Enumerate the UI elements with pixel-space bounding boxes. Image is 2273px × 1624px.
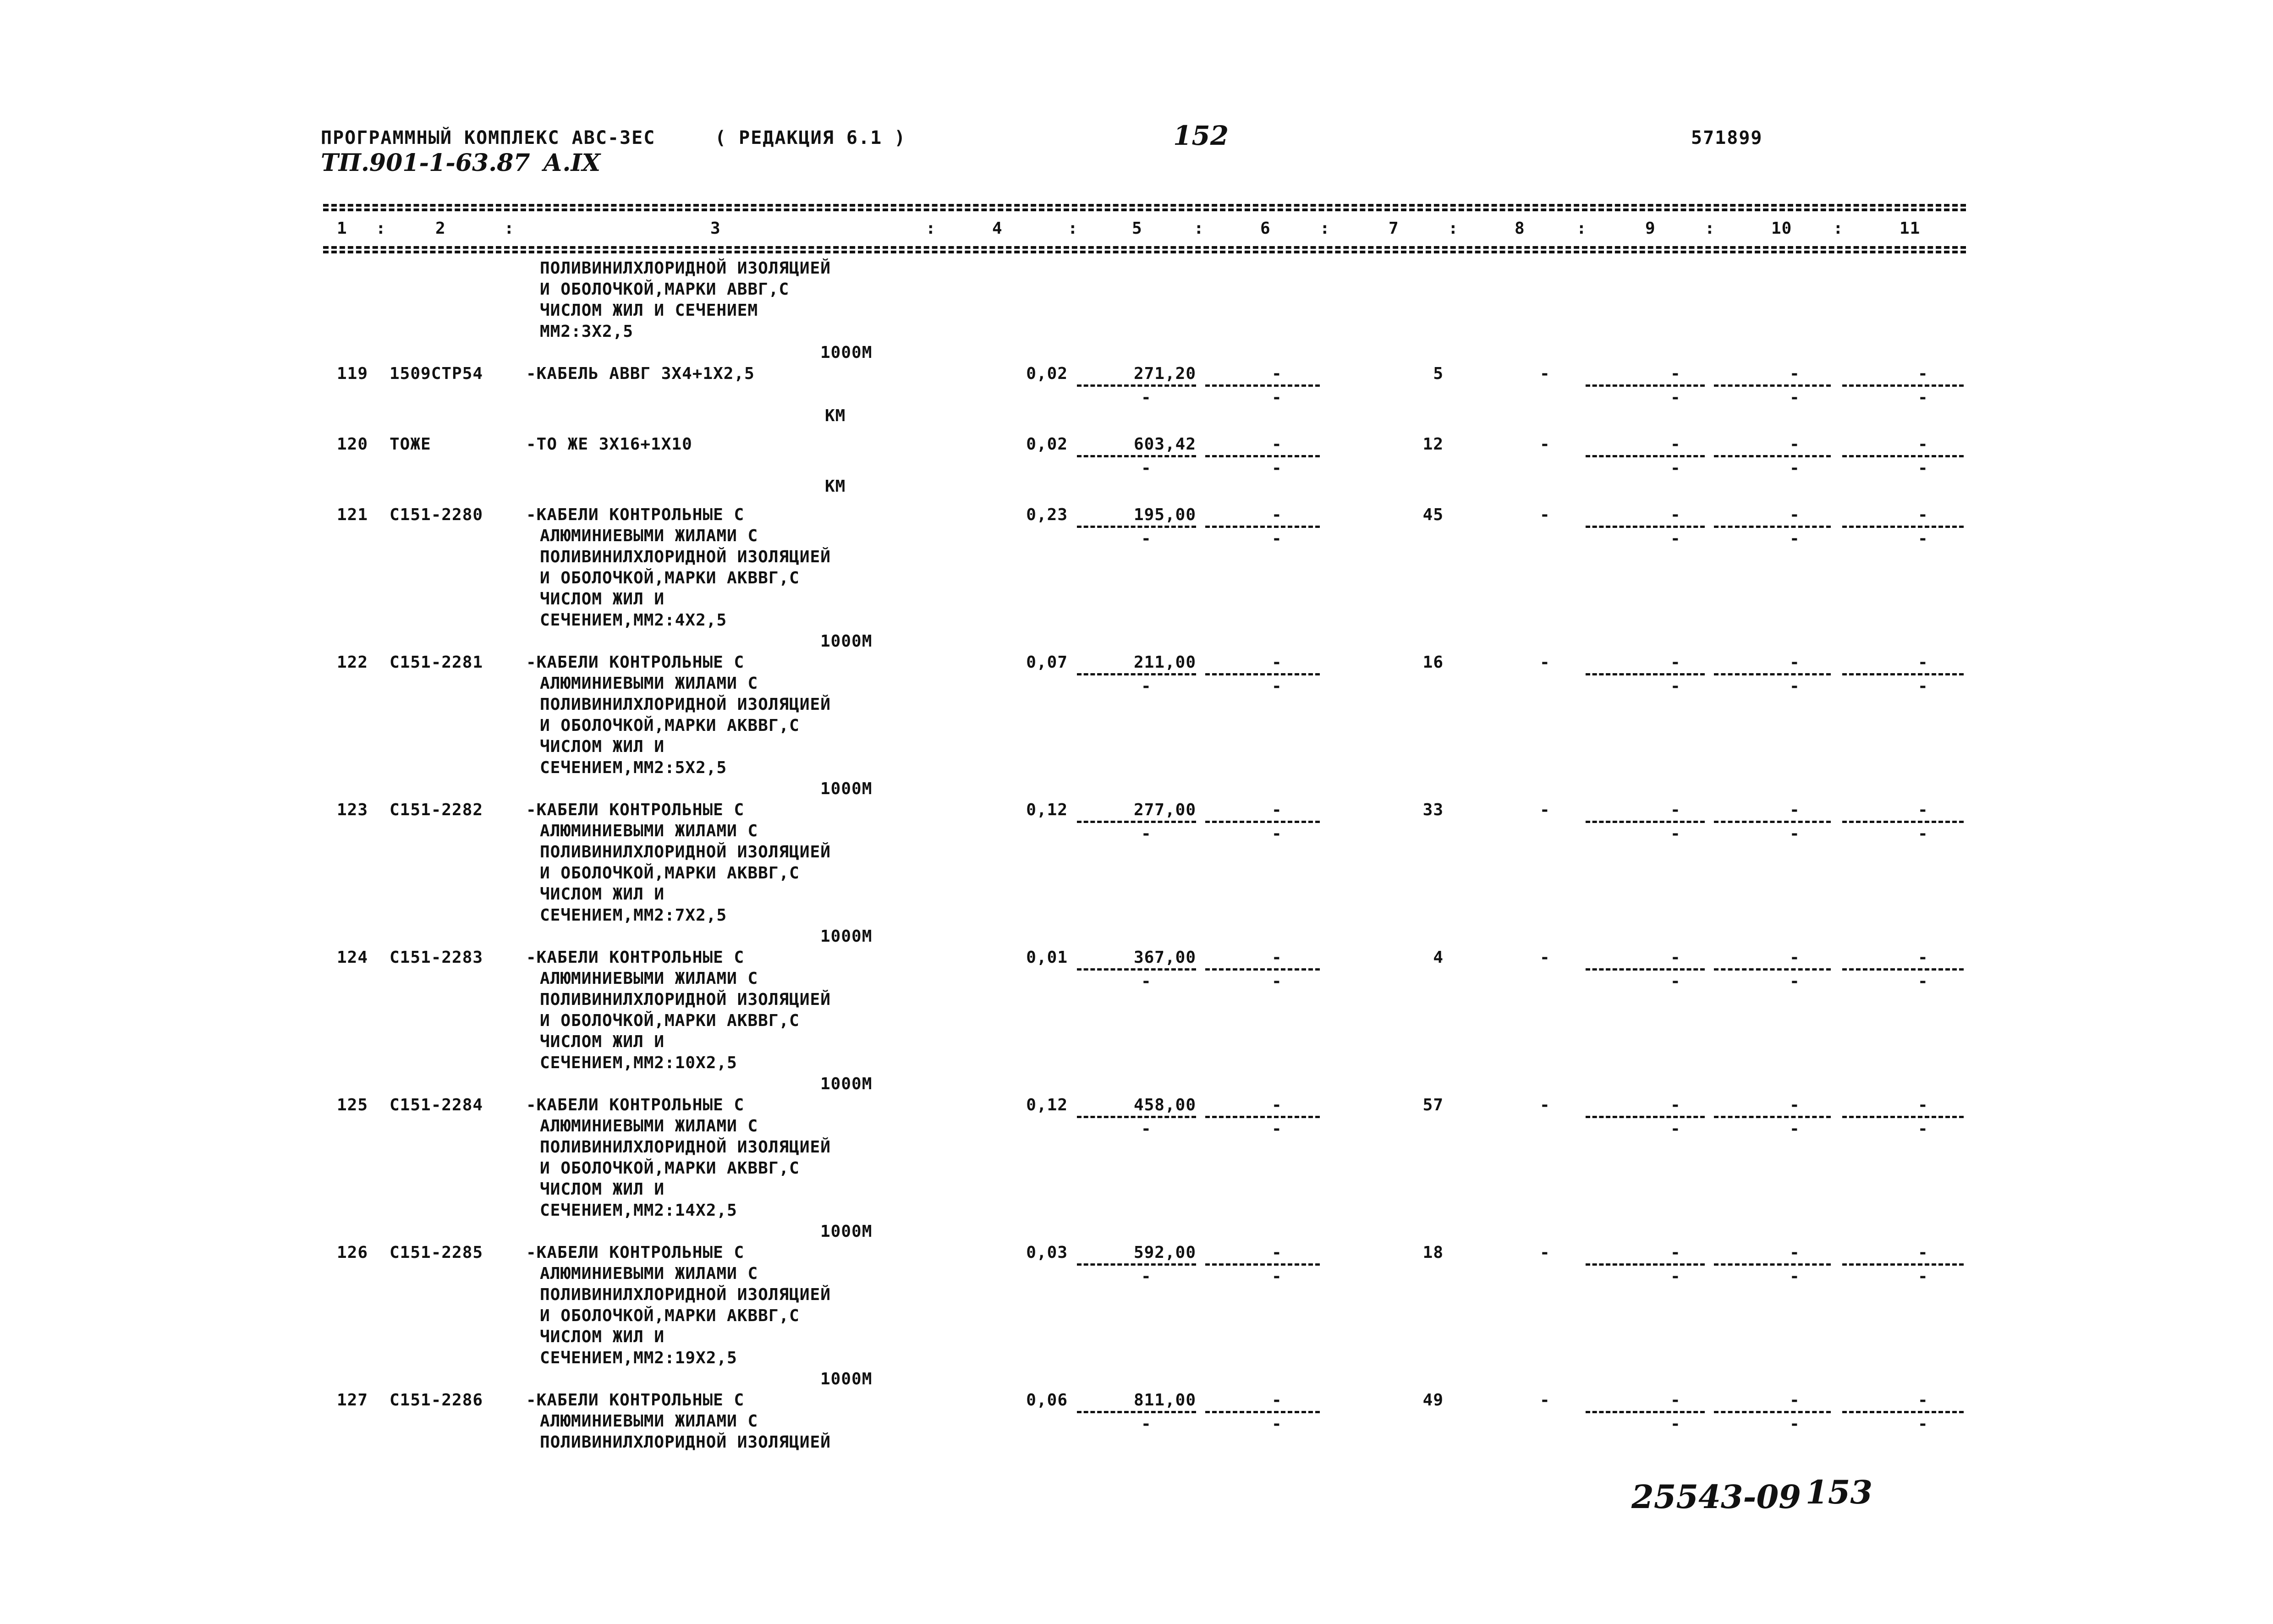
cell-subvalue-dash: - xyxy=(1272,1267,1282,1286)
description-line: -КАБЕЛИ КОНТРОЛЬНЫЕ С xyxy=(526,653,745,672)
cell-subvalue-dash: - xyxy=(1918,824,1928,843)
header-bottom-rule xyxy=(323,246,1966,249)
cell-subvalue-dash: - xyxy=(1918,1119,1928,1138)
cell-subvalue-dash: - xyxy=(1141,388,1152,407)
cell-subvalue-dash: - xyxy=(1141,1267,1152,1286)
cell-col5: 271,20 xyxy=(1133,364,1196,383)
description-line: ПОЛИВИНИЛХЛОРИДНОЙ ИЗОЛЯЦИЕЙ xyxy=(540,990,831,1009)
cell-col4: 0,01 xyxy=(1026,948,1068,967)
table-top-rule-2 xyxy=(323,208,1966,211)
cell-subvalue-dash: - xyxy=(1790,1267,1800,1286)
column-separator: : xyxy=(1448,219,1459,238)
cell-col8: - xyxy=(1540,505,1550,524)
cell-col8: - xyxy=(1540,801,1550,819)
cell-col11: - xyxy=(1918,948,1928,967)
cell-underline xyxy=(1205,821,1320,823)
cell-col7: 16 xyxy=(1422,653,1444,672)
description-line: АЛЮМИНИЕВЫМИ ЖИЛАМИ С xyxy=(540,822,758,840)
column-header-1: 1 xyxy=(337,219,347,238)
cell-col5: 277,00 xyxy=(1133,801,1196,819)
unit-label: 1000М xyxy=(820,1075,873,1093)
cell-subvalue-dash: - xyxy=(1670,824,1681,843)
description-line: ЧИСЛОМ ЖИЛ И xyxy=(540,1328,665,1346)
row-code: С151-2283 xyxy=(390,948,483,967)
cell-underline xyxy=(1077,673,1196,675)
description-line: СЕЧЕНИЕМ,ММ2:14Х2,5 xyxy=(540,1201,737,1220)
cell-subvalue-dash: - xyxy=(1141,824,1152,843)
description-line: СЕЧЕНИЕМ,ММ2:7Х2,5 xyxy=(540,906,727,925)
cell-col11: - xyxy=(1918,801,1928,819)
cell-col6: - xyxy=(1272,948,1282,967)
column-header-3: 3 xyxy=(710,219,721,238)
cell-subvalue-dash: - xyxy=(1272,529,1282,548)
description-line: ПОЛИВИНИЛХЛОРИДНОЙ ИЗОЛЯЦИЕЙ xyxy=(540,843,831,861)
cell-subvalue-dash: - xyxy=(1918,1415,1928,1433)
page-number-handwritten: 152 xyxy=(1173,120,1229,151)
cell-underline xyxy=(1714,1116,1831,1118)
cell-col5: 592,00 xyxy=(1133,1243,1196,1262)
cell-col5: 603,42 xyxy=(1133,435,1196,454)
cell-subvalue-dash: - xyxy=(1918,677,1928,696)
column-header-10: 10 xyxy=(1771,219,1792,238)
cell-subvalue-dash: - xyxy=(1272,459,1282,477)
cell-underline xyxy=(1714,1263,1831,1266)
description-line: И ОБОЛОЧКОЙ,МАРКИ АВВГ,С xyxy=(540,280,790,299)
cell-col9: - xyxy=(1670,1391,1681,1410)
cell-subvalue-dash: - xyxy=(1670,972,1681,991)
cell-underline xyxy=(1586,1116,1705,1118)
cell-col4: 0,12 xyxy=(1026,801,1068,819)
cell-underline xyxy=(1077,384,1196,387)
cell-subvalue-dash: - xyxy=(1141,529,1152,548)
description-line: ПОЛИВИНИЛХЛОРИДНОЙ ИЗОЛЯЦИЕЙ xyxy=(540,1138,831,1157)
description-line: ПОЛИВИНИЛХЛОРИДНОЙ ИЗОЛЯЦИЕЙ xyxy=(540,259,831,278)
row-code: ТОЖЕ xyxy=(390,435,431,454)
cell-underline xyxy=(1077,1116,1196,1118)
cell-underline xyxy=(1842,673,1964,675)
description-line: АЛЮМИНИЕВЫМИ ЖИЛАМИ С xyxy=(540,1117,758,1136)
unit-label: 1000М xyxy=(820,1370,873,1388)
unit-label: 1000М xyxy=(820,779,873,798)
description-line: И ОБОЛОЧКОЙ,МАРКИ АКВВГ,С xyxy=(540,1159,800,1178)
cell-col6: - xyxy=(1272,505,1282,524)
description-line: АЛЮМИНИЕВЫМИ ЖИЛАМИ С xyxy=(540,969,758,988)
description-line: И ОБОЛОЧКОЙ,МАРКИ АКВВГ,С xyxy=(540,716,800,735)
row-number: 119 xyxy=(337,364,368,383)
cell-underline xyxy=(1842,455,1964,457)
cell-subvalue-dash: - xyxy=(1670,529,1681,548)
cell-col6: - xyxy=(1272,1243,1282,1262)
description-line: ЧИСЛОМ ЖИЛ И xyxy=(540,737,665,756)
description-line: И ОБОЛОЧКОЙ,МАРКИ АКВВГ,С xyxy=(540,1011,800,1030)
description-line: ПОЛИВИНИЛХЛОРИДНОЙ ИЗОЛЯЦИЕЙ xyxy=(540,548,831,566)
cell-underline xyxy=(1586,821,1705,823)
cell-subvalue-dash: - xyxy=(1141,1119,1152,1138)
cell-col4: 0,07 xyxy=(1026,653,1068,672)
cell-subvalue-dash: - xyxy=(1272,388,1282,407)
cell-col4: 0,12 xyxy=(1026,1096,1068,1114)
description-line: И ОБОЛОЧКОЙ,МАРКИ АКВВГ,С xyxy=(540,1306,800,1325)
column-header-8: 8 xyxy=(1515,219,1525,238)
cell-subvalue-dash: - xyxy=(1141,677,1152,696)
cell-underline xyxy=(1205,1116,1320,1118)
cell-subvalue-dash: - xyxy=(1272,1119,1282,1138)
description-line: ЧИСЛОМ ЖИЛ И xyxy=(540,1180,665,1199)
column-header-11: 11 xyxy=(1900,219,1921,238)
cell-subvalue-dash: - xyxy=(1141,972,1152,991)
cell-underline xyxy=(1586,673,1705,675)
cell-underline xyxy=(1842,384,1964,387)
description-line: СЕЧЕНИЕМ,ММ2:4Х2,5 xyxy=(540,611,727,630)
cell-subvalue-dash: - xyxy=(1670,1267,1681,1286)
cell-subvalue-dash: - xyxy=(1918,529,1928,548)
cell-col5: 195,00 xyxy=(1133,505,1196,524)
cell-col11: - xyxy=(1918,435,1928,454)
cell-underline xyxy=(1714,384,1831,387)
column-header-4: 4 xyxy=(992,219,1003,238)
cell-subvalue-dash: - xyxy=(1141,459,1152,477)
document-number: 571899 xyxy=(1691,127,1763,148)
description-line: СЕЧЕНИЕМ,ММ2:5Х2,5 xyxy=(540,758,727,777)
cell-underline xyxy=(1205,384,1320,387)
cell-col9: - xyxy=(1670,364,1681,383)
description-line: ПОЛИВИНИЛХЛОРИДНОЙ ИЗОЛЯЦИЕЙ xyxy=(540,695,831,714)
cell-subvalue-dash: - xyxy=(1790,388,1800,407)
cell-col5: 811,00 xyxy=(1133,1391,1196,1410)
cell-col6: - xyxy=(1272,364,1282,383)
cell-subvalue-dash: - xyxy=(1670,459,1681,477)
column-header-7: 7 xyxy=(1389,219,1399,238)
cell-col11: - xyxy=(1918,653,1928,672)
unit-label: КМ xyxy=(825,406,846,425)
cell-col6: - xyxy=(1272,435,1282,454)
row-number: 124 xyxy=(337,948,368,967)
cell-col6: - xyxy=(1272,1391,1282,1410)
cell-underline xyxy=(1586,455,1705,457)
cell-subvalue-dash: - xyxy=(1272,677,1282,696)
cell-underline xyxy=(1714,526,1831,528)
row-code: С151-2284 xyxy=(390,1096,483,1114)
description-line: ЧИСЛОМ ЖИЛ И xyxy=(540,885,665,904)
cell-underline xyxy=(1077,1263,1196,1266)
description-line: ЧИСЛОМ ЖИЛ И СЕЧЕНИЕМ xyxy=(540,301,758,320)
column-separator: : xyxy=(1705,219,1715,238)
column-separator: : xyxy=(504,219,515,238)
cell-underline xyxy=(1077,821,1196,823)
cell-subvalue-dash: - xyxy=(1790,1415,1800,1433)
row-code: 1509СТР54 xyxy=(390,364,483,383)
header-bottom-rule-2 xyxy=(323,251,1966,253)
description-line: ПОЛИВИНИЛХЛОРИДНОЙ ИЗОЛЯЦИЕЙ xyxy=(540,1285,831,1304)
cell-col10: - xyxy=(1790,948,1800,967)
cell-subvalue-dash: - xyxy=(1670,388,1681,407)
cell-underline xyxy=(1714,455,1831,457)
cell-col7: 4 xyxy=(1433,948,1444,967)
cell-subvalue-dash: - xyxy=(1272,1415,1282,1433)
cell-col7: 12 xyxy=(1422,435,1444,454)
cell-col10: - xyxy=(1790,1391,1800,1410)
unit-label: КМ xyxy=(825,477,846,496)
cell-underline xyxy=(1842,1263,1964,1266)
description-line: -КАБЕЛИ КОНТРОЛЬНЫЕ С xyxy=(526,1096,745,1114)
cell-col8: - xyxy=(1540,653,1550,672)
description-line: ЧИСЛОМ ЖИЛ И xyxy=(540,590,665,609)
cell-underline xyxy=(1714,821,1831,823)
cell-subvalue-dash: - xyxy=(1790,459,1800,477)
row-number: 121 xyxy=(337,505,368,524)
cell-subvalue-dash: - xyxy=(1790,824,1800,843)
description-line: -КАБЕЛЬ АВВГ 3Х4+1Х2,5 xyxy=(526,364,755,383)
description-line: ПОЛИВИНИЛХЛОРИДНОЙ ИЗОЛЯЦИЕЙ xyxy=(540,1433,831,1452)
column-separator: : xyxy=(1320,219,1330,238)
cell-subvalue-dash: - xyxy=(1272,824,1282,843)
cell-col9: - xyxy=(1670,1096,1681,1114)
description-line: И ОБОЛОЧКОЙ,МАРКИ АКВВГ,С xyxy=(540,864,800,883)
cell-underline xyxy=(1586,384,1705,387)
column-separator: : xyxy=(926,219,936,238)
description-line: -ТО ЖЕ 3Х16+1Х10 xyxy=(526,435,692,454)
cell-col7: 57 xyxy=(1422,1096,1444,1114)
cell-underline xyxy=(1586,1263,1705,1266)
column-separator: : xyxy=(376,219,386,238)
unit-label: 1000М xyxy=(820,1222,873,1241)
cell-underline xyxy=(1586,526,1705,528)
cell-col7: 45 xyxy=(1422,505,1444,524)
description-line: -КАБЕЛИ КОНТРОЛЬНЫЕ С xyxy=(526,948,745,967)
cell-col9: - xyxy=(1670,435,1681,454)
description-line: -КАБЕЛИ КОНТРОЛЬНЫЕ С xyxy=(526,505,745,524)
cell-col10: - xyxy=(1790,1096,1800,1114)
cell-col9: - xyxy=(1670,505,1681,524)
cell-underline xyxy=(1205,526,1320,528)
cell-col9: - xyxy=(1670,653,1681,672)
cell-subvalue-dash: - xyxy=(1790,529,1800,548)
row-number: 120 xyxy=(337,435,368,454)
cell-col11: - xyxy=(1918,1391,1928,1410)
cell-col6: - xyxy=(1272,1096,1282,1114)
cell-col5: 211,00 xyxy=(1133,653,1196,672)
cell-col11: - xyxy=(1918,1096,1928,1114)
cell-col7: 49 xyxy=(1422,1391,1444,1410)
description-line: ЧИСЛОМ ЖИЛ И xyxy=(540,1032,665,1051)
cell-underline xyxy=(1077,526,1196,528)
cell-col7: 5 xyxy=(1433,364,1444,383)
description-line: -КАБЕЛИ КОНТРОЛЬНЫЕ С xyxy=(526,801,745,819)
description-line: СЕЧЕНИЕМ,ММ2:19Х2,5 xyxy=(540,1349,737,1367)
cell-underline xyxy=(1842,1411,1964,1413)
cell-col5: 367,00 xyxy=(1133,948,1196,967)
unit-label: 1000М xyxy=(820,927,873,946)
cell-col4: 0,23 xyxy=(1026,505,1068,524)
table-top-rule xyxy=(323,204,1966,207)
description-line: И ОБОЛОЧКОЙ,МАРКИ АКВВГ,С xyxy=(540,569,800,587)
cell-col7: 18 xyxy=(1422,1243,1444,1262)
cell-subvalue-dash: - xyxy=(1790,1119,1800,1138)
cell-underline xyxy=(1205,455,1320,457)
cell-col6: - xyxy=(1272,653,1282,672)
cell-col8: - xyxy=(1540,948,1550,967)
cell-col4: 0,03 xyxy=(1026,1243,1068,1262)
unit-label: 1000М xyxy=(820,343,873,362)
row-number: 122 xyxy=(337,653,368,672)
cell-col7: 33 xyxy=(1422,801,1444,819)
cell-col9: - xyxy=(1670,1243,1681,1262)
cell-underline xyxy=(1842,1116,1964,1118)
cell-col8: - xyxy=(1540,1243,1550,1262)
cell-underline xyxy=(1714,1411,1831,1413)
row-code: С151-2282 xyxy=(390,801,483,819)
description-line: СЕЧЕНИЕМ,ММ2:10Х2,5 xyxy=(540,1053,737,1072)
cell-subvalue-dash: - xyxy=(1918,972,1928,991)
unit-label: 1000М xyxy=(820,632,873,651)
cell-underline xyxy=(1714,673,1831,675)
column-header-9: 9 xyxy=(1645,219,1656,238)
cell-col4: 0,02 xyxy=(1026,435,1068,454)
cell-col6: - xyxy=(1272,801,1282,819)
cell-col10: - xyxy=(1790,505,1800,524)
cell-col4: 0,06 xyxy=(1026,1391,1068,1410)
cell-col11: - xyxy=(1918,1243,1928,1262)
cell-subvalue-dash: - xyxy=(1141,1415,1152,1433)
row-code: С151-2286 xyxy=(390,1391,483,1410)
cell-underline xyxy=(1205,1411,1320,1413)
column-separator: : xyxy=(1068,219,1078,238)
cell-subvalue-dash: - xyxy=(1670,1415,1681,1433)
description-line: АЛЮМИНИЕВЫМИ ЖИЛАМИ С xyxy=(540,674,758,693)
row-number: 125 xyxy=(337,1096,368,1114)
cell-subvalue-dash: - xyxy=(1670,677,1681,696)
cell-underline xyxy=(1077,968,1196,971)
cell-subvalue-dash: - xyxy=(1918,459,1928,477)
row-code: С151-2280 xyxy=(390,505,483,524)
cell-underline xyxy=(1842,526,1964,528)
column-separator: : xyxy=(1833,219,1844,238)
column-header-5: 5 xyxy=(1132,219,1142,238)
cell-subvalue-dash: - xyxy=(1272,972,1282,991)
edition-label: ( РЕДАКЦИЯ 6.1 ) xyxy=(715,127,906,148)
cell-underline xyxy=(1205,673,1320,675)
cell-col10: - xyxy=(1790,1243,1800,1262)
cell-subvalue-dash: - xyxy=(1790,677,1800,696)
album-handwritten: А.IX xyxy=(543,149,601,177)
footer-reference-handwritten: 25543-09 xyxy=(1631,1478,1801,1516)
row-number: 127 xyxy=(337,1391,368,1410)
cell-col8: - xyxy=(1540,1096,1550,1114)
cell-underline xyxy=(1077,455,1196,457)
project-code-handwritten: ТП.901-1-63.87 xyxy=(321,149,530,177)
cell-col10: - xyxy=(1790,364,1800,383)
description-line: -КАБЕЛИ КОНТРОЛЬНЫЕ С xyxy=(526,1243,745,1262)
cell-underline xyxy=(1205,968,1320,971)
cell-underline xyxy=(1842,968,1964,971)
cell-col10: - xyxy=(1790,435,1800,454)
cell-underline xyxy=(1586,968,1705,971)
column-separator: : xyxy=(1194,219,1204,238)
program-title: ПРОГРАММНЫЙ КОМПЛЕКС АВС-3ЕС xyxy=(321,127,656,148)
row-number: 126 xyxy=(337,1243,368,1262)
cell-col9: - xyxy=(1670,801,1681,819)
cell-underline xyxy=(1714,968,1831,971)
cell-col8: - xyxy=(1540,1391,1550,1410)
footer-page-handwritten: 153 xyxy=(1806,1473,1873,1511)
cell-col8: - xyxy=(1540,364,1550,383)
row-code: С151-2285 xyxy=(390,1243,483,1262)
cell-subvalue-dash: - xyxy=(1918,1267,1928,1286)
row-number: 123 xyxy=(337,801,368,819)
cell-underline xyxy=(1842,821,1964,823)
cell-col10: - xyxy=(1790,653,1800,672)
description-line: -КАБЕЛИ КОНТРОЛЬНЫЕ С xyxy=(526,1391,745,1410)
cell-col11: - xyxy=(1918,505,1928,524)
cell-col11: - xyxy=(1918,364,1928,383)
cell-subvalue-dash: - xyxy=(1790,972,1800,991)
column-header-2: 2 xyxy=(435,219,446,238)
cell-col5: 458,00 xyxy=(1133,1096,1196,1114)
cell-col9: - xyxy=(1670,948,1681,967)
cell-underline xyxy=(1205,1263,1320,1266)
column-separator: : xyxy=(1576,219,1587,238)
description-line: АЛЮМИНИЕВЫМИ ЖИЛАМИ С xyxy=(540,527,758,545)
row-code: С151-2281 xyxy=(390,653,483,672)
cell-underline xyxy=(1077,1411,1196,1413)
cell-col10: - xyxy=(1790,801,1800,819)
cell-col4: 0,02 xyxy=(1026,364,1068,383)
cell-subvalue-dash: - xyxy=(1918,388,1928,407)
cell-underline xyxy=(1586,1411,1705,1413)
description-line: АЛЮМИНИЕВЫМИ ЖИЛАМИ С xyxy=(540,1264,758,1283)
column-header-6: 6 xyxy=(1260,219,1271,238)
cell-col8: - xyxy=(1540,435,1550,454)
description-line: ММ2:3Х2,5 xyxy=(540,322,634,341)
cell-subvalue-dash: - xyxy=(1670,1119,1681,1138)
description-line: АЛЮМИНИЕВЫМИ ЖИЛАМИ С xyxy=(540,1412,758,1431)
